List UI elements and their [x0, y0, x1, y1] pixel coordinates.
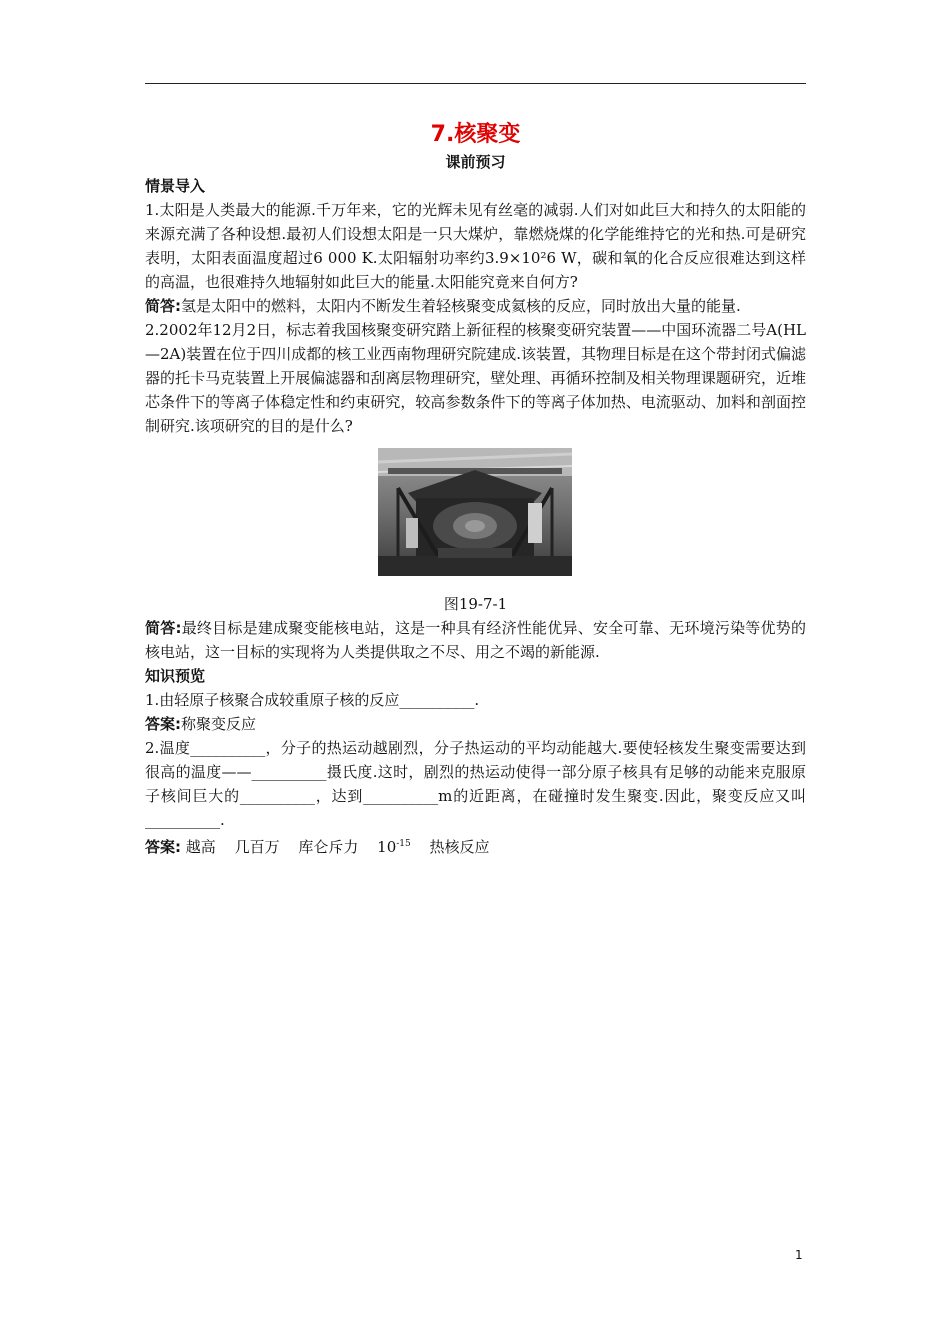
answer-1: [145, 294, 806, 318]
answer-item: 几百万: [234, 838, 280, 856]
answer-text: 称聚变反应: [181, 715, 257, 733]
section-heading-preview: 知识预览: [145, 667, 206, 685]
preview-question-1: 1.由轻原子核聚合成较重原子核的反应__________.: [145, 691, 480, 709]
question-1: 1.太阳是人类最大的能源.千万年来，它的光辉未见有丝毫的减弱.人们对如此巨大和持久的太阳能的来源充满了各种设想.最初人们设想太阳是一只大煤炉，靠燃烧煤的化学能维持它的光和热.可是研究表明，太阳表面温度超过6 000 K.太阳辐射功率约3.9×10²6 W，碳和氧的化合反应很难达到这样的高温，也很难持久地辐射如此巨大的能量.太阳能究竟来自何方?: [145, 201, 806, 291]
answer-label: 简答:: [145, 297, 181, 315]
answer-text: 氢是太阳中的燃料，太阳内不断发生着轻核聚变成氦核的反应，同时放出大量的能量.: [181, 297, 741, 315]
preview-answer-2: [145, 832, 806, 859]
page-number: 1: [795, 1248, 803, 1262]
preview-question-2: 2.温度__________，分子的热运动越剧烈，分子热运动的平均动能越大.要使轻核发生聚变需要达到很高的温度——__________摄氏度.这时，剧烈的热运动使得一部分原子核具有足够的动能来克服原子核间巨大的__________，达到__________m的近距离，在碰撞时发生聚变.因此，聚变反应又叫__________.: [145, 739, 806, 829]
document-body: [145, 120, 806, 859]
preview-answer-1: [145, 712, 806, 736]
figure-caption: 图19-7-1: [443, 595, 508, 613]
page-title: 7.核聚变: [430, 122, 521, 147]
tokamak-photo: [378, 448, 572, 576]
answer-item: 库仑斥力: [298, 838, 359, 856]
answer-label: 答案:: [145, 715, 181, 733]
section-heading-intro: 情景导入: [145, 177, 206, 195]
question-2: 2.2002年12月2日，标志着我国核聚变研究踏上新征程的核聚变研究装置——中国环流器二号A(HL—2A)装置在位于四川成都的核工业西南物理研究院建成.该装置，其物理目标是在这个带封闭式偏滤器的托卡马克装置上开展偏滤器和刮离层物理研究，壁处理、再循环控制及相关物理课题研究，近堆芯条件下的等离子体稳定性和约束研究，较高参数条件下的等离子体加热、电流驱动、加料和剖面控制研究.该项研究的目的是什么?: [145, 321, 807, 435]
header-rule: [145, 83, 806, 84]
exponent: -15: [396, 839, 411, 849]
page-subtitle: 课前预习: [445, 153, 506, 171]
answer-label: 答案:: [145, 838, 181, 856]
answer-2: [145, 616, 806, 664]
figure: [145, 448, 806, 578]
answer-label: 简答:: [145, 619, 182, 637]
answer-item: 热核反应: [429, 838, 490, 856]
answer-item: $10^{-15}$: [377, 838, 411, 856]
answer-text: 最终目标是建成聚变能核电站，这是一种具有经济性能优异、安全可靠、无环境污染等优势的核电站，这一目标的实现将为人类提供取之不尽、用之不竭的新能源.: [145, 619, 806, 661]
answer-item: 越高: [185, 838, 216, 856]
